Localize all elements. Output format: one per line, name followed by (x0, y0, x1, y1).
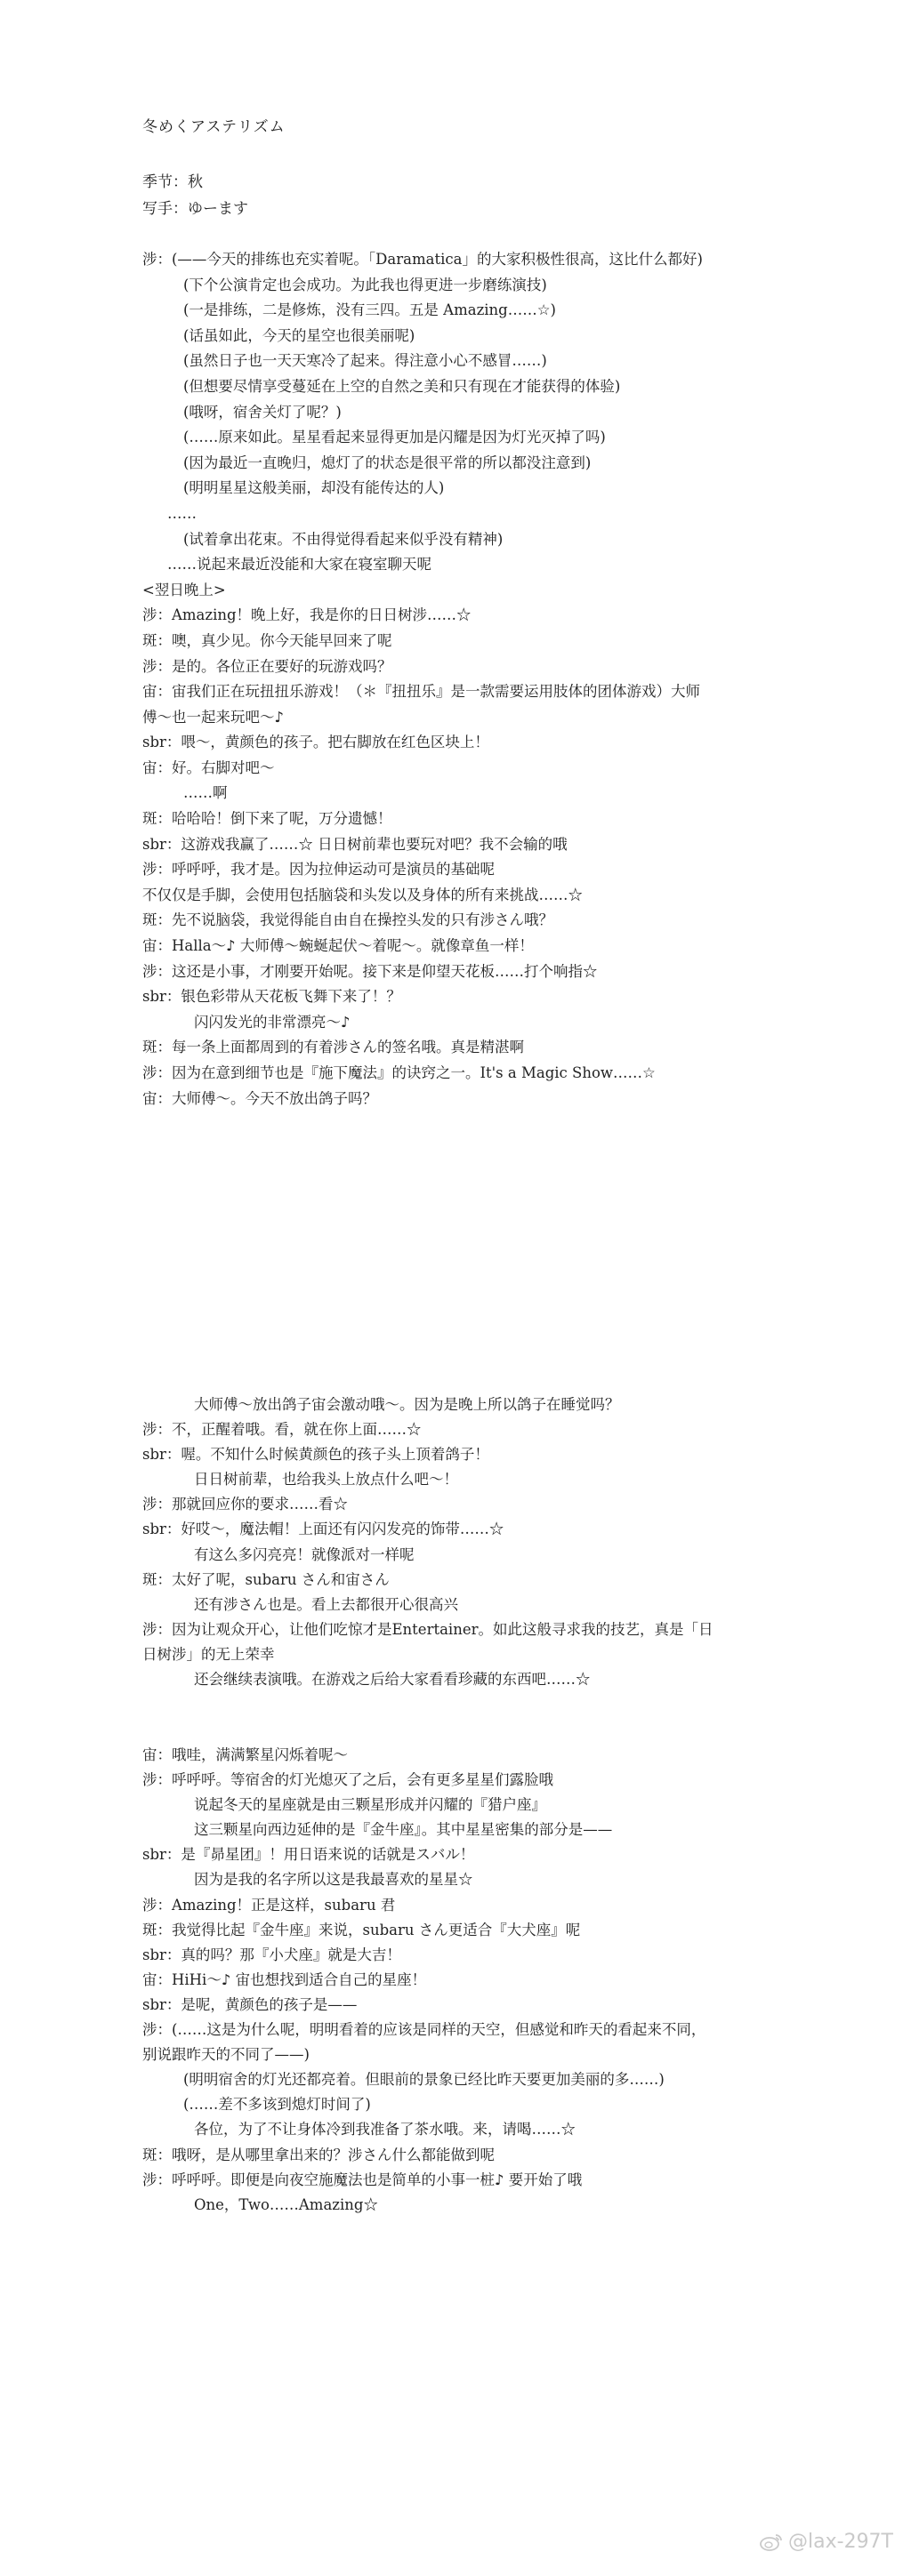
script-line: ……啊 (183, 784, 228, 802)
script-line: (因为最近一直晚归，熄灯了的状态是很平常的所以都没注意到) (183, 453, 592, 471)
script-line: 涉：因为让观众开心，让他们吃惊才是Entertainer。如此这般寻求我的技艺，真是「日 (142, 1620, 713, 1638)
season-line: 季节：秋 (142, 173, 203, 191)
script-line: ……说起来最近没能和大家在寝室聊天呢 (167, 556, 431, 574)
weibo-watermark (760, 2531, 893, 2553)
script-block-1 (142, 247, 783, 1111)
script-line: 这三颗星向西边延伸的是『金牛座』。其中星星密集的部分是—— (194, 1821, 613, 1839)
script-line: (试着拿出花束。不由得觉得看起来似乎没有精神) (183, 530, 504, 548)
script-line: sbr：喔。不知什么时候黄颜色的孩子头上顶着鸽子！ (142, 1446, 489, 1464)
script-line: (下个公演肯定也会成功。为此我也得更进一步磨练演技) (183, 276, 547, 293)
script-line: 大师傅～放出鸽子宙会激动哦～。因为是晚上所以鸽子在睡觉吗？ (194, 1396, 620, 1413)
script-line: (……差不多该到熄灯时间了) (183, 2096, 371, 2114)
watermark-handle: @lax-297T (788, 2531, 893, 2553)
scene-heading: <翌日晚上> (142, 581, 226, 598)
script-line: 涉：Amazing！正是这样，subaru 君 (142, 1896, 396, 1914)
script-line: sbr：是呢，黄颜色的孩子是—— (142, 1995, 358, 2013)
script-block-2 (142, 1392, 783, 1692)
script-line: (哦呀，宿舍关灯了呢？) (183, 403, 342, 421)
script-line: One，Two……Amazing☆ (194, 2195, 378, 2213)
script-line: 宙：Halla～♪ 大师傅～蜿蜒起伏～着呢～。就像章鱼一样！ (142, 937, 534, 955)
script-line: 斑：噢，真少见。你今天能早回来了呢 (142, 631, 392, 649)
script-line: 宙：大师傅～。今天不放出鸽子吗？ (142, 1089, 377, 1107)
script-line: (但想要尽情享受蔓延在上空的自然之美和只有现在才能获得的体验) (183, 377, 621, 395)
script-line: 涉：(——今天的排练也充实着呢。「Daramatica」的大家积极性很高，这比什么都好) (142, 251, 703, 268)
script-line: 各位，为了不让身体冷到我准备了茶水哦。来，请喝……☆ (194, 2121, 576, 2139)
script-line: 日树涉」的无上荣幸 (142, 1645, 275, 1663)
script-line: sbr：真的吗？那『小犬座』就是大吉！ (142, 1946, 401, 1963)
script-line: (明明宿舍的灯光还都亮着。但眼前的景象已经比昨天要更加美丽的多……) (183, 2071, 665, 2089)
script-line: (话虽如此，今天的星空也很美丽呢) (183, 326, 415, 344)
writer-line: 写手：ゆーます (142, 200, 248, 218)
weibo-logo-icon (760, 2532, 783, 2552)
document-title: 冬めくアステリズム (142, 118, 286, 136)
script-line: 有这么多闪亮亮！就像派对一样呢 (194, 1545, 415, 1563)
script-line: (明明星星这般美丽，却没有能传达的人) (183, 479, 445, 497)
script-line: sbr：好哎～，魔法帽！上面还有闪闪发亮的饰带……☆ (142, 1521, 504, 1538)
script-line: 还会继续表演哦。在游戏之后给大家看看珍藏的东西吧……☆ (194, 1671, 591, 1689)
script-line: 斑：我觉得比起『金牛座』来说，subaru さん更适合『大犬座』呢 (142, 1921, 581, 1938)
script-line: 斑：太好了呢，subaru さん和宙さん (142, 1570, 390, 1588)
script-line: 斑：每一条上面都周到的有着涉さん的签名哦。真是精湛啊 (142, 1039, 524, 1056)
script-line: 涉：Amazing！晚上好，我是你的日日树涉……☆ (142, 606, 472, 624)
script-line: sbr：喂～，黄颜色的孩子。把右脚放在红色区块上！ (142, 734, 489, 751)
script-line: sbr：这游戏我赢了……☆ 日日树前辈也要玩对吧？我不会输的哦 (142, 835, 568, 853)
script-line: 涉：呼呼呼，我才是。因为拉伸运动可是演员的基础呢 (142, 861, 495, 879)
script-line: 涉：(……这是为什么呢，明明看着的应该是同样的天空，但感觉和昨天的看起来不同， (142, 2021, 706, 2039)
script-line: 说起冬天的星座就是由三颗星形成并闪耀的『猎户座』 (194, 1796, 546, 1814)
script-line: 不仅仅是手脚，会使用包括脑袋和头发以及身体的所有来挑战……☆ (142, 886, 583, 903)
script-block-3 (142, 1743, 783, 2218)
script-line: 斑：哈哈哈！倒下来了呢，万分遗憾！ (142, 810, 392, 828)
script-line: 涉：呼呼呼。等宿舍的灯光熄灭了之后，会有更多星星们露脸哦 (142, 1771, 553, 1789)
script-line: sbr：银色彩带从天花板飞舞下来了！？ (142, 988, 401, 1006)
script-line: 斑：哦呀，是从哪里拿出来的？涉さん什么都能做到呢 (142, 2146, 495, 2163)
script-line: sbr：是『昴星团』！用日语来说的话就是スバル！ (142, 1846, 475, 1864)
script-line: (虽然日子也一天天寒冷了起来。得注意小心不感冒……) (183, 352, 547, 370)
script-line: 宙：好。右脚对吧～ (142, 758, 275, 776)
script-line: (一是排练，二是修炼，没有三四。五是 Amazing……☆) (183, 301, 556, 319)
script-line: 傅～也一起来玩吧～♪ (142, 708, 285, 726)
script-line: 涉：不，正醒着哦。看，就在你上面……☆ (142, 1421, 422, 1439)
script-line: 涉：因为在意到细节也是『施下魔法』的诀窍之一。It's a Magic Show……☆ (142, 1064, 656, 1081)
script-line: 涉：那就回应你的要求……看☆ (142, 1496, 348, 1513)
script-line: 闪闪发光的非常漂亮～♪ (194, 1013, 351, 1031)
script-line: 因为是我的名字所以这是我最喜欢的星星☆ (194, 1871, 473, 1889)
script-line: 还有涉さん也是。看上去都很开心很高兴 (194, 1595, 458, 1613)
script-line: 涉：呼呼呼。即便是向夜空施魔法也是简单的小事一桩♪ 要开始了哦 (142, 2171, 583, 2188)
script-line: 宙：HiHi～♪ 宙也想找到适合自己的星座！ (142, 1970, 427, 1988)
script-line: 斑：先不说脑袋，我觉得能自由自在操控头发的只有涉さん哦？ (142, 911, 553, 929)
script-line: 宙：宙我们正在玩扭扭乐游戏！（＊『扭扭乐』是一款需要运用肢体的团体游戏）大师 (142, 683, 700, 701)
script-line: (……原来如此。星星看起来显得更加是闪耀是因为灯光灭掉了吗) (183, 429, 606, 446)
script-line: …… (167, 504, 197, 522)
script-line: 日日树前辈，也给我头上放点什么吧～！ (194, 1471, 458, 1489)
script-line: 别说跟昨天的不同了——) (142, 2046, 310, 2064)
script-line: 涉：是的。各位正在要好的玩游戏吗？ (142, 657, 392, 675)
script-line: 涉：这还是小事，才刚要开始呢。接下来是仰望天花板……打个响指☆ (142, 962, 598, 980)
script-line: 宙：哦哇，满满繁星闪烁着呢～ (142, 1746, 348, 1763)
